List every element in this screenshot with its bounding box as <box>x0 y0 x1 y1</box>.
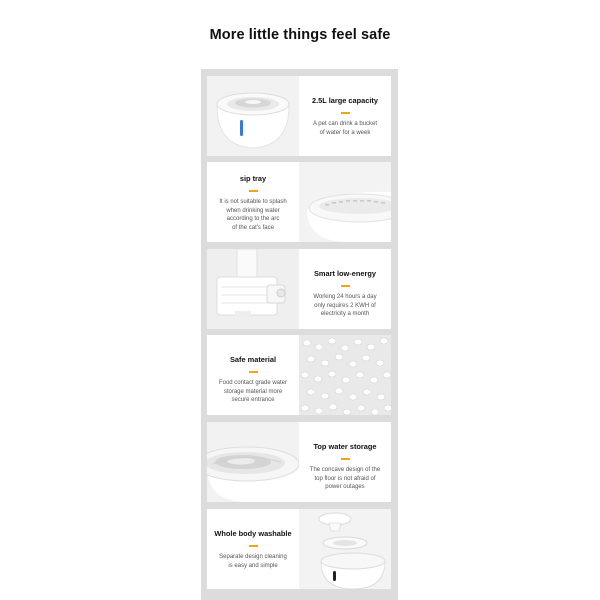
disassembled-fountain-icon <box>299 509 391 589</box>
feature-row <box>207 335 392 415</box>
feature-row <box>207 76 392 156</box>
feature-row <box>207 162 392 242</box>
accent-divider <box>249 545 258 547</box>
feature-title: Safe material <box>229 355 276 364</box>
accent-divider <box>341 285 350 287</box>
page-title: More little things feel safe <box>209 27 391 43</box>
feature-text <box>299 76 391 156</box>
feature-row <box>207 422 392 502</box>
feature-description: Food contact grade water storage material more secure entrance <box>218 380 288 404</box>
fountain-bowl-icon <box>207 76 299 156</box>
feature-description: A pet can drink a bucket of water for a week <box>312 121 378 136</box>
feature-text <box>299 422 391 502</box>
feature-row <box>207 509 392 589</box>
pump-motor-icon <box>207 249 299 329</box>
accent-divider <box>341 112 350 114</box>
plastic-pellets-icon <box>299 335 391 415</box>
feature-description: It is not suitable to splash when drinking water according to the arc of the cat's face <box>219 199 287 231</box>
feature-title: Top water storage <box>313 442 377 451</box>
feature-description: Working 24 hours a day only requires 2 KWH of electricity a month <box>313 294 377 318</box>
accent-divider <box>249 190 258 192</box>
feature-description: Separate design cleaning is easy and simple <box>219 554 287 569</box>
accent-divider <box>249 371 258 373</box>
feature-text <box>207 335 299 415</box>
feature-row <box>207 249 392 329</box>
accent-divider <box>341 458 350 460</box>
feature-title: Smart low-energy <box>313 269 377 278</box>
feature-text <box>207 509 299 589</box>
feature-strip <box>201 69 398 600</box>
feature-title: 2.5L large capacity <box>311 96 378 105</box>
feature-description: The concave design of the top floor is not afraid of power outages <box>309 467 381 491</box>
feature-title: sip tray <box>239 174 267 183</box>
sip-tray-icon <box>299 162 391 242</box>
feature-text <box>299 249 391 329</box>
feature-text <box>207 162 299 242</box>
feature-title: Whole body washable <box>214 529 292 538</box>
top-bowl-icon <box>207 422 299 502</box>
